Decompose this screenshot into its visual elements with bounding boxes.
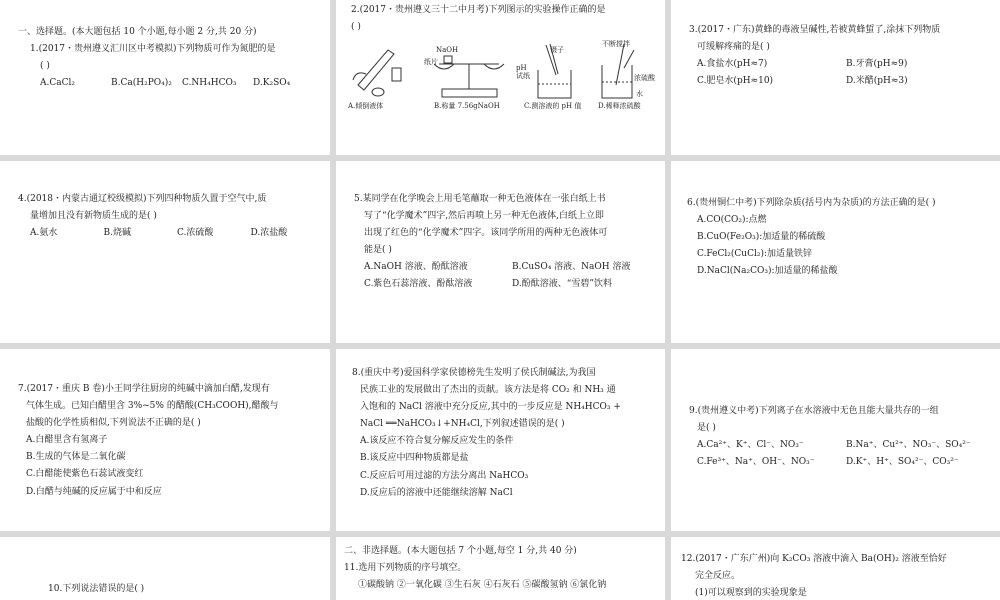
options-row	[18, 225, 324, 242]
option-c: C.FeCl₂(CuCl₂):加适量铁锌	[697, 249, 812, 260]
option-c: C.浓硫酸	[177, 228, 214, 239]
option-d: D.K⁺、H⁺、SO₄²⁻、CO₃²⁻	[846, 457, 959, 468]
question-card-9	[671, 349, 1000, 531]
option-b: B.烧碱	[103, 228, 131, 239]
option-a: A.该反应不符合复分解反应发生的条件	[360, 436, 514, 447]
question-stem: 12.(2017・广东广州)向 K₂CO₃ 溶液中滴入 Ba(OH)₂ 溶液至恰好	[681, 554, 947, 564]
options-row	[18, 75, 324, 92]
option-c: C.白醋能使紫色石蕊试液变红	[26, 469, 144, 480]
question-card-8	[336, 349, 665, 531]
question-line: 7.(2017・重庆 B 卷)小王同学往厨房的纯碱中滴加白醋,发现有	[18, 384, 270, 394]
caption-d: D.稀释浓硫酸	[598, 102, 641, 110]
caption-c: C.测溶液的 pH 值	[524, 102, 582, 110]
option-c: C.紫色石蕊溶液、酚酞溶液	[364, 279, 473, 290]
question-stem: 1.(2017・贵州遵义汇川区中考模拟)下列物质可作为氮肥的是	[30, 44, 276, 55]
option-d: D.K₂SO₄	[253, 78, 291, 89]
option-a: A.NaOH 溶液、酚酞溶液	[364, 262, 468, 273]
question-line: 8.(重庆中考)爱国科学家侯德榜先生发明了侯氏制碱法,为我国	[352, 368, 596, 378]
caption-a: A.倾倒液体	[348, 102, 384, 110]
option-a: A.Ca²⁺、K⁺、Cl⁻、NO₃⁻	[697, 440, 804, 451]
question-stem-cont: 可缓解疼痛的是( )	[697, 42, 770, 53]
tweezers-label: 镊子	[550, 46, 564, 54]
option-d: D.酚酞溶液、“雪碧”饮料	[512, 279, 612, 290]
section-heading: 一、选择题。(本大题包括 10 个小题,每小题 2 分,共 20 分)	[18, 27, 257, 37]
question-line: 入饱和的 NaCl 溶液中充分反应,其中的一步反应是 NH₄HCO₃ +	[360, 402, 621, 413]
section-heading: 二、非选择题。(本大题包括 7 个小题,每空 1 分,共 40 分)	[344, 546, 577, 556]
question-stem: 3.(2017・广东)黄蜂的毒液呈碱性,若被黄蜂蜇了,涂抹下列物质	[689, 25, 941, 35]
option-b: B.生成的气体是二氧化碳	[26, 452, 126, 463]
substance-list: ①碳酸钠 ②一氧化碳 ③生石灰 ④石灰石 ⑤碳酸氢钠 ⑥氯化钠	[358, 580, 607, 591]
options-grid	[354, 259, 660, 293]
question-card-1	[0, 0, 330, 155]
question-stem-cont: 完全反应。	[695, 571, 741, 582]
water-label: 水	[636, 90, 643, 98]
question-card-6	[671, 161, 1000, 343]
options-grid	[689, 56, 995, 90]
option-d: D.反应后的溶液中还能继续溶解 NaCl	[360, 487, 513, 498]
question-stem-cont: 是( )	[697, 423, 716, 434]
acid-label: 浓硫酸	[634, 74, 655, 82]
question-line: 出现了红色的“化学魔术”四字。该同学所用的两种无色液体可	[364, 228, 608, 239]
question-stem: 4.(2018・内蒙古通辽校级模拟)下列四种物质久置于空气中,质	[18, 194, 267, 204]
option-b: B.Na⁺、Cu²⁺、NO₃⁻、SO₄²⁻	[846, 440, 971, 451]
option-a: A.食盐水(pH≈7)	[697, 59, 768, 70]
option-a: A.白醋里含有氢离子	[26, 435, 108, 446]
question-stem-cont: 量增加且没有新物质生成的是( )	[30, 211, 157, 222]
question-card-2	[336, 0, 665, 155]
option-c: C.Fe³⁺、Na⁺、OH⁻、NO₃⁻	[697, 457, 815, 468]
options-grid	[689, 437, 995, 471]
question-line: 盐酸的化学性质相似,下列说法不正确的是( )	[26, 418, 201, 429]
option-d: D.米醋(pH≈3)	[846, 76, 908, 87]
option-c: C.反应后可用过滤的方法分离出 NaHCO₃	[360, 470, 529, 481]
question-card-4	[0, 161, 330, 343]
question-stem: 11.选用下列物质的序号填空。	[344, 563, 467, 574]
ph-paper-label: pH 试纸	[516, 64, 530, 81]
stir-label: 不断搅拌	[602, 40, 630, 48]
option-a: A.CaCl₂	[40, 78, 75, 89]
naoh-label: NaOH	[436, 46, 459, 54]
question-card-12	[671, 537, 1000, 600]
option-d: D.浓盐酸	[250, 228, 288, 239]
option-d: D.白醋与纯碱的反应属于中和反应	[26, 486, 162, 497]
option-b: B.CuO(Fe₂O₃):加适量的稀硫酸	[697, 232, 826, 243]
question-stem: 9.(贵州遵义中考)下列离子在水溶液中无色且能大量共存的一组	[689, 406, 939, 416]
option-b: B.Ca(H₂PO₄)₂	[111, 78, 172, 89]
question-card-5	[336, 161, 665, 343]
caption-b: B.称量 7.56gNaOH	[434, 102, 500, 110]
pouring-liquid-figure	[348, 40, 418, 102]
option-b: B.该反应中四种物质都是盐	[360, 453, 469, 464]
question-line: 气体生成。已知白醋里含 3%~5% 的醋酸(CH₃COOH),醋酸与	[26, 401, 279, 412]
question-line: 能是( )	[364, 245, 392, 256]
question-line: NaCl ══NaHCO₃↓+NH₄Cl,下列叙述错误的是( )	[360, 419, 565, 430]
question-stem: 10.下列说法错误的是( )	[48, 584, 145, 594]
question-card-3	[671, 0, 1000, 155]
question-card-7	[0, 349, 330, 531]
option-c: C.肥皂水(pH≈10)	[697, 76, 774, 87]
question-line: 民族工业的发展做出了杰出的贡献。该方法是将 CO₂ 和 NH₃ 通	[360, 385, 616, 396]
question-line: 写了“化学魔术”四字,然后再喷上另一种无色液体,白纸上立即	[364, 211, 604, 222]
answer-paren: ( )	[351, 22, 361, 33]
question-card-10	[0, 537, 330, 600]
option-a: A.CO(CO₂):点燃	[697, 215, 767, 226]
option-b: B.牙膏(pH≈9)	[846, 59, 908, 70]
option-a: A.氨水	[30, 228, 58, 239]
answer-paren: ( )	[40, 61, 50, 72]
paper-label: 纸片	[424, 58, 438, 66]
option-c: C.NH₄HCO₃	[182, 78, 237, 89]
question-line: 5.某同学在化学晚会上用毛笔蘸取一种无色液体在一张白纸上书	[354, 194, 606, 204]
question-stem: 6.(贵州铜仁中考)下列除杂质(括号内为杂质)的方法正确的是( )	[687, 198, 936, 208]
sub-question-1: (1)可以观察到的实验现象是	[695, 588, 807, 599]
question-card-11	[336, 537, 665, 600]
option-d: D.NaCl(Na₂CO₃):加适量的稀盐酸	[697, 266, 838, 277]
option-b: B.CuSO₄ 溶液、NaOH 溶液	[512, 262, 631, 273]
question-stem: 2.(2017・贵州遵义三十二中月考)下列图示的实验操作正确的是	[351, 5, 606, 15]
